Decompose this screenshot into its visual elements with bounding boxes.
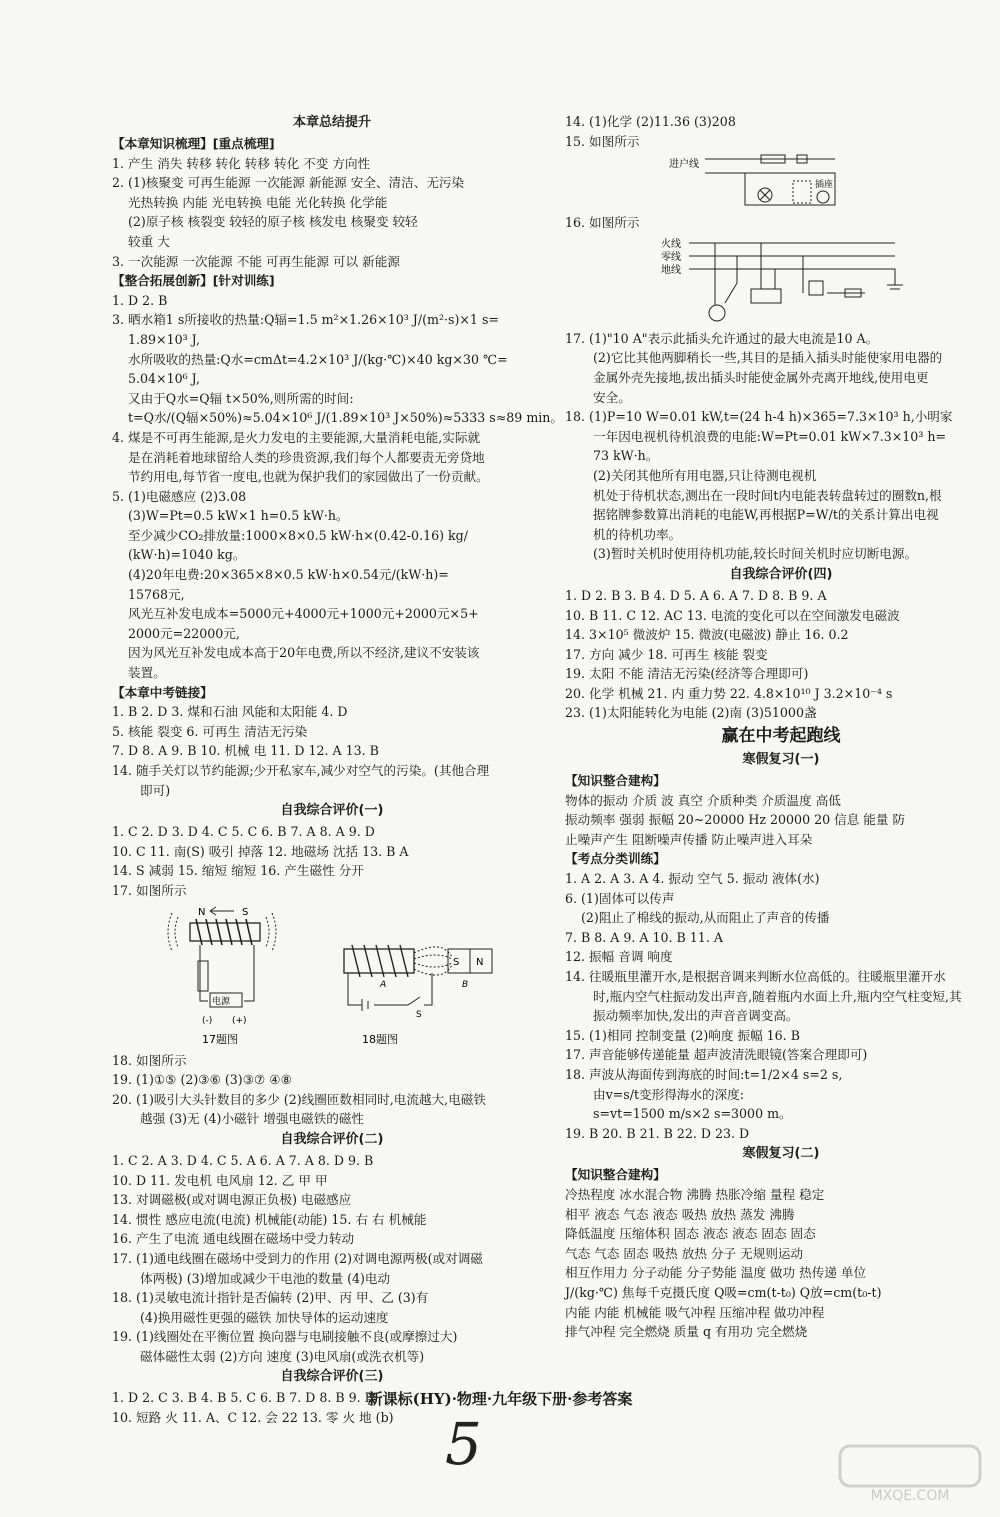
answer-line: 19. B 20. B 21. B 22. D 23. D <box>565 1125 750 1141</box>
fig16-zero-label: 零线 <box>661 251 681 263</box>
winter1-lines <box>565 771 997 1143</box>
answer-line: 17. (1)"10 A"表示此插头允许通过的最大电流是10 A。 <box>565 330 879 346</box>
answer-line: 机处于待机状态,测出在一段时间t内电能表转盘转过的圈数n,根 <box>593 487 942 503</box>
answer-line: 相互作用力 分子动能 分子势能 温度 做功 热传递 单位 <box>565 1265 867 1281</box>
section-heading: 【知识整合建构】 <box>565 773 666 789</box>
answer-line: 一年因电视机待机浪费的电能:W=Pt=0.01 kW×7.3×10³ h= <box>593 428 947 444</box>
answer-line: 10. C 11. 南(S) 吸引 掉落 12. 地磁场 沈括 13. B A <box>112 843 409 859</box>
answer-line: 20. (1)吸引大头针数目的多少 (2)线圈匝数相同时,电流越大,电磁铁 <box>112 1091 486 1107</box>
answer-line: 5. (1)电磁感应 (2)3.08 <box>112 488 247 504</box>
fig18-b-label: B <box>462 979 469 990</box>
section-heading: 【本章中考链接】 <box>112 684 213 700</box>
answer-line: 冷热程度 冰水混合物 沸腾 热胀冷缩 量程 稳定 <box>565 1186 825 1202</box>
answer-line: 气态 气态 固态 吸热 放热 分子 无规则运动 <box>565 1245 804 1261</box>
fig17-electromagnet <box>168 907 276 1046</box>
answer-line: t=Q水/(Q辐×50%)≈5.04×10⁶ J/(1.89×10³ J×50%)≈5333 s≈89 min。 <box>128 410 563 426</box>
figure-15 <box>565 151 997 213</box>
answer-line: 1. D 2. C 3. B 4. B 5. C 6. B 7. D 8. B 9. B <box>112 1390 374 1406</box>
answer-line: 16. 如图所示 <box>565 215 640 231</box>
section-heading: 【知识整合建构】 <box>565 1167 666 1183</box>
fig16-ground-label: 地线 <box>661 264 681 276</box>
answer-line: (4)20年电费:20×365×8×0.5 kW·h×0.54元/(kW·h)= <box>128 567 449 583</box>
figure-15-diagram <box>565 151 997 213</box>
answer-line: 5. 核能 裂变 6. 可再生 清洁无污染 <box>112 723 308 739</box>
answer-line: 2. (1)核聚变 可再生能源 一次能源 新能源 安全、清洁、无污染 <box>112 175 465 191</box>
big-title: 赢在中考起跑线 <box>721 726 841 747</box>
answer-line: 止噪声产生 阻断噪声传播 防止噪声进入耳朵 <box>565 831 813 847</box>
answer-line: 20. 化学 机械 21. 内 重力势 22. 4.8×10¹⁰ J 3.2×10⁻⁴ s <box>565 685 893 701</box>
answer-line: 装置。 <box>128 665 166 681</box>
answer-line: 相平 液态 气态 液态 吸热 放热 蒸发 沸腾 <box>565 1206 795 1222</box>
fig18-caption: 18题图 <box>362 1032 398 1046</box>
answer-line: 4. 煤是不可再生能源,是火力发电的主要能源,大量消耗电能,实际就 <box>112 429 481 445</box>
answer-line: 19. 太阳 不能 清洁无污染(经济等合理即可) <box>565 666 809 682</box>
q16-lines <box>565 213 997 233</box>
answer-line: 3. 晒水箱1 s所接收的热量:Q辐=1.5 m²×1.26×10³ J/(m²·s)×1 s= <box>112 312 499 328</box>
fig18-a-label: A <box>380 979 387 990</box>
answer-line: 14. 随手关灯以节约能源;少开私家车,减少对空气的污染。(其他合理 <box>112 763 490 778</box>
answer-line: 6. (1)固体可以传声 <box>565 890 675 906</box>
figures-17-18 <box>112 901 552 1051</box>
answer-line: 磁体磁性太弱 (2)方向 速度 (3)电风扇(或洗衣机等) <box>140 1348 425 1364</box>
answer-line: 越强 (3)无 (4)小磁针 增强电磁铁的磁性 <box>140 1111 365 1127</box>
fig18-n-label: N <box>476 956 484 968</box>
answer-line: 10. B 11. C 12. AC 13. 电流的变化可以在空间激发电磁波 <box>565 607 900 623</box>
answer-line: 体两极) (3)增加或减少干电池的数量 (4)电动 <box>140 1270 391 1286</box>
answer-line: 19. (1)线圈处在平衡位置 换向器与电刷接触不良(或摩擦过大) <box>112 1329 458 1345</box>
answer-line: 14. 往暖瓶里灌开水,是根据音调来判断水位高低的。往暖瓶里灌开水 <box>565 969 946 984</box>
section-heading: 【本章知识梳理】[重点梳理] <box>112 136 275 151</box>
answer-line: 安全。 <box>593 389 631 405</box>
fig17-minus-label: (-) <box>202 1015 213 1026</box>
chapter-summary-lines <box>112 134 563 800</box>
fig16-fire-label: 火线 <box>661 238 681 250</box>
answer-line: 1. B 2. D 3. 煤和石油 风能和太阳能 4. D <box>112 704 348 720</box>
answer-line: 3. 一次能源 一次能源 不能 可再生能源 可以 新能源 <box>112 253 400 269</box>
eval4-title: 自我综合评价(四) <box>729 566 833 582</box>
watermark <box>830 1440 990 1510</box>
q17-18-lines <box>565 329 997 564</box>
answer-line: 17. 如图所示 <box>112 882 187 898</box>
fig17-power-label: 电源 <box>212 996 231 1007</box>
answer-line: 振动频率 强弱 振幅 20~20000 Hz 20000 20 信息 能量 防 <box>565 812 906 828</box>
answer-line: 1.89×10³ J, <box>128 331 200 347</box>
answer-line: (2)它比其他两脚稍长一些,其目的是插入插头时能使家用电器的 <box>593 350 943 366</box>
winter2-lines <box>565 1165 997 1341</box>
eval4-lines <box>565 586 997 723</box>
answer-line: 17. 方向 减少 18. 可再生 核能 裂变 <box>565 646 768 662</box>
fig17-plus-label: (+) <box>232 1015 247 1026</box>
answer-line: 据铭牌参数算出消耗的电能W,再根据P=W/t的关系计算出电视 <box>593 507 939 523</box>
fig17-caption: 17题图 <box>202 1032 238 1046</box>
answer-line: 14. (1)化学 (2)11.36 (3)208 <box>565 114 736 129</box>
answer-line: 1. 产生 消失 转移 转化 转移 转化 不变 方向性 <box>112 155 371 171</box>
answer-line: 由v=s/t变形得海水的深度: <box>593 1086 745 1102</box>
eval3-title: 自我综合评价(三) <box>280 1369 384 1385</box>
answer-line: 振动频率加快,发出的声音音调变高。 <box>593 1008 799 1024</box>
answer-line: 17. 声音能够传递能量 超声波清洗眼镜(答案合理即可) <box>565 1047 868 1063</box>
answer-line: 光热转换 内能 光电转换 电能 光化转换 化学能 <box>128 194 388 210</box>
answer-line: 17. (1)通电线圈在磁场中受到力的作用 (2)对调电源两极(或对调磁 <box>112 1250 483 1266</box>
answer-line: J/(kg·℃) 焦每千克摄氏度 Q吸=cm(t-t₀) Q放=cm(t₀-t) <box>565 1284 882 1300</box>
figure-16 <box>565 233 997 329</box>
answer-line: (2)阻止了棉线的振动,从而阻止了声音的传播 <box>581 910 830 926</box>
fig15-inlet-label: 进户线 <box>669 159 699 171</box>
figure-17-18-diagram <box>112 901 552 1051</box>
answer-line: 水所吸收的热量:Q水=cmΔt=4.2×10³ J/(kg·℃)×40 kg×30 ℃= <box>128 351 508 367</box>
answer-line: 金属外壳先接地,拔出插头时能使金属外壳离开地线,使用电更 <box>593 369 929 385</box>
winter1-title: 寒假复习(一) <box>742 752 820 768</box>
watermark-logo-icon <box>830 1440 990 1490</box>
fig18-electromagnet <box>344 945 492 1046</box>
answer-line: (4)换用磁性更强的磁铁 加快导体的运动速度 <box>140 1309 389 1325</box>
answer-line: 风光互补发电成本=5000元+4000元+1000元+2000元×5+ <box>128 606 479 622</box>
answer-line: 1. D 2. B <box>112 292 168 308</box>
answer-line: 又由于Q水=Q辐 t×50%,则所需的时间: <box>128 390 354 406</box>
answer-line: 13. 对调磁极(或对调电源正负极) 电磁感应 <box>112 1192 352 1208</box>
answer-line: 19. (1)①⑤ (2)③⑥ (3)③⑦ ④⑧ <box>112 1072 292 1088</box>
answer-line: 节约用电,每节省一度电,也就为保护我们的家园做出了一份贡献。 <box>128 469 489 485</box>
right-column <box>565 112 997 1342</box>
eval1-lines-2 <box>112 1051 552 1129</box>
watermark-text: MXQE.COM <box>870 1488 950 1504</box>
answer-line: 14. 3×10⁵ 微波炉 15. 微波(电磁波) 静止 16. 0.2 <box>565 627 849 643</box>
answer-line: 至少减少CO₂排放量:1000×8×0.5 kW·h×(0.42-0.16) kg/ <box>128 527 468 543</box>
answer-line: 18. (1)P=10 W=0.01 kW,t=(24 h-4 h)×365=7.3×10³ h,小明家 <box>565 409 953 425</box>
eval2-title: 自我综合评价(二) <box>280 1131 384 1147</box>
answer-line: 较重 大 <box>128 233 170 249</box>
answer-line: 机的待机功率。 <box>593 526 682 542</box>
answer-line: 12. 振幅 音调 响度 <box>565 949 673 965</box>
answer-line: 14. S 减弱 15. 缩短 缩短 16. 产生磁性 分开 <box>112 863 364 879</box>
answer-line: 16. 产生了电流 通电线圈在磁场中受力转动 <box>112 1231 355 1247</box>
answer-line: (3)暂时关机时使用待机功能,较长时间关机时应切断电源。 <box>593 546 918 562</box>
figure-16-diagram <box>565 233 997 329</box>
fig15-socket-label: 插座 <box>815 180 834 191</box>
fig17-n-label: N <box>198 906 206 918</box>
answer-line: (2)关闭其他所有用电器,只让待测电视机 <box>593 467 817 483</box>
answer-line: 物体的振动 介质 波 真空 介质种类 介质温度 高低 <box>565 792 841 808</box>
answer-line: 1. A 2. A 3. A 4. 振动 空气 5. 振动 液体(水) <box>565 871 820 887</box>
answer-line: 15. (1)相同 控制变量 (2)响度 振幅 16. B <box>565 1027 800 1043</box>
answer-line: 18. (1)灵敏电流计指针是否偏转 (2)甲、丙 甲、乙 (3)有 <box>112 1290 429 1306</box>
answer-line: 10. 短路 火 11. A、C 12. 会 22 13. 零 火 地 (b) <box>112 1410 394 1426</box>
eval3-cont-lines <box>565 112 997 151</box>
answer-line: 14. 惯性 感应电流(电流) 机械能(动能) 15. 右 右 机械能 <box>112 1211 427 1227</box>
answer-line: 内能 内能 机械能 吸气冲程 压缩冲程 做功冲程 <box>565 1304 825 1320</box>
answer-line: (2)原子核 核裂变 较轻的原子核 核发电 核聚变 较轻 <box>128 214 418 230</box>
answer-line: 7. D 8. A 9. B 10. 机械 电 11. D 12. A 13. B <box>112 743 379 759</box>
answer-line: 18. 声波从海面传到海底的时间:t=1/2×4 s=2 s, <box>565 1066 843 1082</box>
page-number: 5 <box>445 1410 482 1478</box>
answer-line: 10. D 11. 发电机 电风扇 12. 乙 甲 甲 <box>112 1172 328 1188</box>
answer-line: 降低温度 压缩体积 固态 液态 液态 固态 固态 <box>565 1226 816 1242</box>
section-heading: 【整合拓展创新】[针对训练] <box>112 273 275 289</box>
answer-line: 1. D 2. B 3. B 4. D 5. A 6. A 7. D 8. B 9. A <box>565 587 827 603</box>
answer-line: 排气冲程 完全燃烧 质量 q 有用功 完全燃烧 <box>565 1324 808 1340</box>
answer-line: 2000元=22000元, <box>128 625 240 641</box>
answer-line: (3)W=Pt=0.5 kW×1 h=0.5 kW·h。 <box>128 508 349 524</box>
answer-line: (kW·h)=1040 kg。 <box>128 547 246 563</box>
answer-line: 73 kW·h。 <box>593 448 659 464</box>
answer-line: 即可) <box>140 782 171 798</box>
answer-line: 时,瓶内空气柱振动发出声音,随着瓶内水面上升,瓶内空气柱变短,其 <box>593 988 962 1004</box>
winter2-title: 寒假复习(二) <box>742 1146 820 1162</box>
answer-line: 1. C 2. D 3. D 4. C 5. C 6. B 7. A 8. A 9. D <box>112 824 375 840</box>
page-footer: 新课标(HY)·物理·九年级下册·参考答案 <box>367 1390 633 1408</box>
left-column <box>112 112 563 1428</box>
eval2-lines <box>112 1151 552 1367</box>
answer-line: 5.04×10⁶ J, <box>128 371 200 387</box>
answer-line: 7. B 8. A 9. A 10. B 11. A <box>565 929 723 945</box>
fig18-s2-label: S <box>416 1009 422 1020</box>
eval1-title: 自我综合评价(一) <box>280 803 384 819</box>
answer-line: s=vt=1500 m/s×2 s=3000 m。 <box>593 1106 792 1122</box>
answer-line: 1. C 2. A 3. D 4. C 5. A 6. A 7. A 8. D 9. B <box>112 1152 374 1168</box>
answer-line: 15768元, <box>128 586 185 602</box>
eval1-lines <box>112 822 552 900</box>
answer-line: 18. 如图所示 <box>112 1052 187 1068</box>
answer-line: 23. (1)太阳能转化为电能 (2)南 (3)51000盏 <box>565 705 817 721</box>
answer-line: 因为风光互补发电成本高于20年电费,所以不经济,建议不安装该 <box>128 645 480 661</box>
fig18-s-label: S <box>453 956 460 968</box>
answer-line: 是在消耗着地球留给人类的珍贵资源,我们每个人都要责无旁贷地 <box>128 449 485 465</box>
fig17-s-label: S <box>242 906 249 918</box>
section-heading: 【考点分类训练】 <box>565 851 666 867</box>
answer-line: 15. 如图所示 <box>565 133 640 149</box>
chapter-summary-title: 本章总结提升 <box>292 115 371 130</box>
